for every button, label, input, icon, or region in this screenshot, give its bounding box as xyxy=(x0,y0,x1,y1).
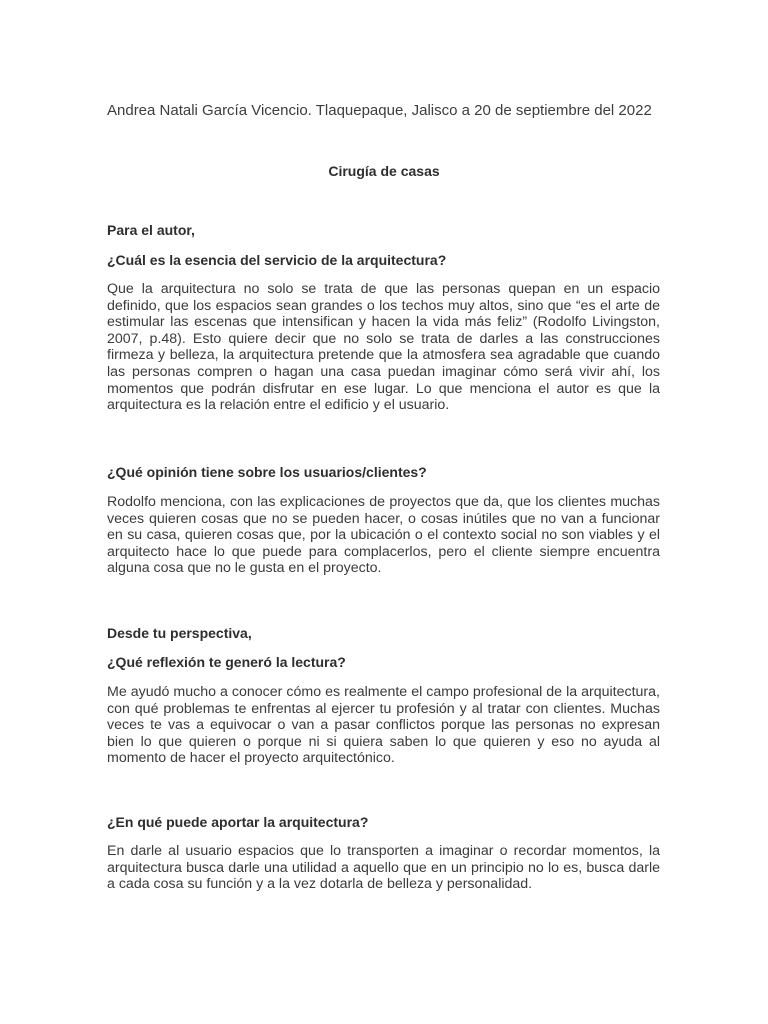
question-reflexion xyxy=(107,652,660,672)
section-heading-perspectiva xyxy=(107,623,660,643)
question-reflexion-text: ¿Qué reflexión te generó la lectura? xyxy=(107,654,346,670)
question-opinion-text: ¿Qué opinión tiene sobre los usuarios/clientes? xyxy=(107,464,427,480)
heading-desde-tu-perspectiva: Desde tu perspectiva, xyxy=(107,625,252,641)
heading-para-el-autor: Para el autor, xyxy=(107,222,195,238)
answer-reflexion xyxy=(107,684,660,767)
document-title: Cirugía de casas xyxy=(328,163,440,179)
question-esencia-text: ¿Cuál es la esencia del servicio de la arquitectura? xyxy=(107,252,447,268)
answer-aportar-text: En darle al usuario espacios que lo transporten a imaginar o recordar momentos, la arquitectura busca darle una utilidad a aquello que en un principio no lo es, busca darle a cada cosa su función y a la vez dotarla de belleza y personalidad. xyxy=(107,843,660,893)
answer-esencia-text: Que la arquitectura no solo se trata de que las personas quepan en un espacio definido, que los espacios sean grandes o los techos muy altos, sino que “es el arte de estimular las escenas que intensifican y hacen la vida más feliz” (Rodolfo Livingston, 2007, p.48). Esto quiere decir que no solo se trata de darles a las construcciones firmeza y belleza, la arquitectura pretende que la atmosfera sea agradable que cuando las personas compren o hagan una casa puedan imaginar cómo será vivir ahí, los momentos que podrán disfrutar en ese lugar. Lo que menciona el autor es que la arquitectura es la relación entre el edificio y el usuario. xyxy=(107,281,660,414)
author-header: Andrea Natali García Vicencio. Tlaquepaque, Jalisco a 20 de septiembre del 2022 xyxy=(107,102,652,119)
answer-opinion xyxy=(107,494,660,577)
answer-opinion-text: Rodolfo menciona, con las explicaciones de proyectos que da, que los clientes muchas veces quieren cosas que no se pueden hacer, o cosas inútiles que no van a funcionar en su casa, quieren cosas que, por la ubicación o el contexto social no son viables y el arquitecto hace lo que puede para complacerlos, pero el cliente siempre encuentra alguna cosa que no le gusta en el proyecto. xyxy=(107,494,660,577)
answer-reflexion-text: Me ayudó mucho a conocer cómo es realmente el campo profesional de la arquitectura, con qué problemas te enfrentas al ejercer tu profesión y al tratar con clientes. Muchas veces te vas a equivocar o van a pasar conflictos porque las personas no expresan bien lo que quieren o porque ni si quiera saben lo que quieren y eso no ayuda al momento de hacer el proyecto arquitectónico. xyxy=(107,684,660,767)
answer-esencia xyxy=(107,281,660,414)
question-aportar-text: ¿En qué puede aportar la arquitectura? xyxy=(107,814,369,830)
question-aportar xyxy=(107,812,660,832)
section-heading-autor xyxy=(107,220,660,240)
answer-aportar xyxy=(107,843,660,893)
question-esencia xyxy=(107,250,660,270)
question-opinion xyxy=(107,462,660,482)
